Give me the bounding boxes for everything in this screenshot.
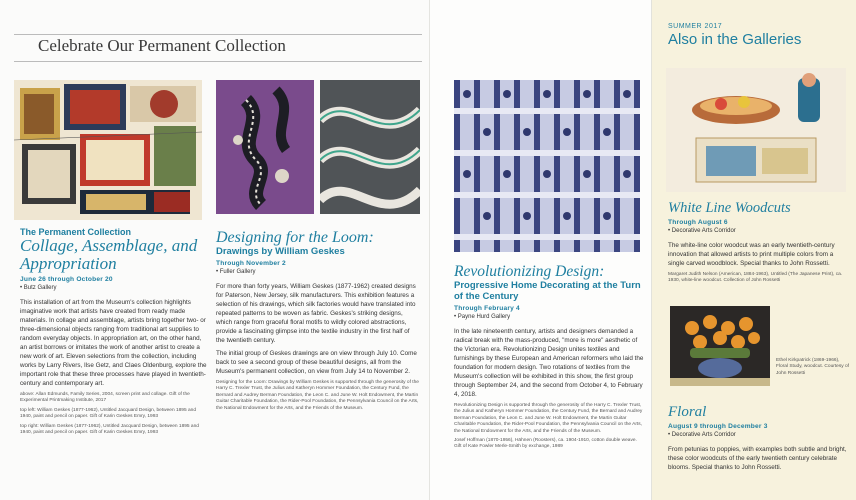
section-title: Revolutionizing Design:	[454, 263, 605, 280]
gallery-location: • Decorative Arts Corridor	[668, 228, 736, 234]
section-body: In the late nineteenth century, artists and designers demanded a radical break with the mass-produced, "more is more" aesthetic of the Victorian era. Revolutionizing Design unites textiles and furnishings by these European and American reformers who laid the foundation for modern design. Two rotations of textiles from the Museum's collection will be exhibited in this show, the first group through September 24, and the second from October 4, to February 4, 2018.	[454, 328, 644, 398]
section-body: From petunias to poppies, with examples both subtle and bright, these color woodcuts of the early twentieth century celebrate blooms. Special thanks to John Rossetti.	[668, 446, 847, 471]
floral-section	[668, 404, 850, 476]
funding-credit	[216, 380, 420, 412]
right-page	[652, 0, 856, 500]
image-caption: Margaret Judith Nelson (American, 1884-1963), Untitled (The Japanese Print), ca. 1930, white-line woodcut. Collection of John Rossetti	[668, 272, 843, 284]
section-body: This installation of art from the Museum's collection highlights imaginative work that artists have created from ready made materials. In collage and assemblage, artists bring together two- or three-dimensional objects ranging from traditional art supplies to random everyday objects. In appropriation art, on the other hand, an artist borrows or imitates the work of another artist to create a new work of art. Eleven selections from the collection, including works by Larry Rivers, Ilse Getz, and Claes Oldenburg, explore the important role that these three processes have played in twentieth-century and contemporary art.	[20, 299, 207, 387]
geskes-design-right-image	[320, 80, 420, 214]
section-subtitle: Progressive Home Decorating at the Turn of the Century	[454, 280, 641, 302]
collage-artwork-image	[14, 80, 202, 220]
caption-top-left: top left: William Geskes (1877-1962), Untitled Jacquard Design, between 1895 and 1940, paint and pencil on paper. Gift of Karin Geskes Emry, 1993	[20, 407, 196, 420]
floral-image-caption: Ethel Kirkpatrick (1869-1966), Floral Study, woodcut. Courtesy of John Rossetti	[776, 358, 849, 376]
gallery-location: • Butz Gallery	[20, 285, 57, 291]
exhibition-dates: Through November 2	[216, 260, 286, 267]
image-caption: Josef Hoffman (1870-1956), Hähnen (Roosters), ca. 1904-1910, cotton double weave. Gift of Kate Fowler Merle-Smith by exchange, 1989	[454, 438, 637, 450]
exhibition-dates: Through August 6	[668, 219, 728, 226]
gallery-location: • Decorative Arts Corridor	[668, 432, 736, 438]
galleries-header	[668, 22, 848, 48]
section-body: For more than forty years, William Geskes (1877-1962) created designs for Paterson, New Jersey, silk manufacturers. This exhibition features a selection of his drawings, which silk factories would have translated into repeated patterns to be woven as fabric. Geskes's striking designs, which range from graceful floral motifs to wildly colored abstractions, provide a fascinating glimpse into the textile industry in the first half of the twentieth century.	[216, 283, 416, 344]
roosters-textile-image	[454, 80, 640, 252]
geskes-design-left-image	[216, 80, 314, 214]
exhibition-dates: June 26 through October 20	[20, 276, 113, 283]
page-title: Celebrate Our Permanent Collection	[32, 36, 292, 56]
exhibition-dates: August 9 through December 3	[668, 423, 768, 430]
caption-above: above: Allan Edmunds, Family Series, 2004, screen print and collage. Gift of the Experimental Printmaking Institute, 2017	[20, 392, 190, 404]
section-title: Floral	[668, 404, 707, 420]
credit-text: Designing for the Loom: Drawings by William Geskes is supported through the generosity of the Harry C. Trexler Trust, the Julius and Katheryn Hommer Foundation, the Century Fund, the Bernard and Audrey Berman Foundation, the Leon C. and June W. Holt Endowment, the Martin Guitar Charitable Foundation, the Rider-Pool Foundation, the Pennsylvania Council on the Arts, the National Endowment for the Arts, and the Friends of the Museum.	[216, 380, 419, 411]
gallery-location: • Payne Hurd Gallery	[454, 314, 511, 320]
credit-text: Revolutionizing Design is supported through the generosity of the Harry C. Trexler Trust, the Julius and Katheryn Hommer Foundation, the Century Fund, the Bernard and Audrey Berman Foundation, the Leon C. and June W. Holt Endowment, the Martin Guitar Charitable Foundation, the Rider-Pool Foundation, the Pennsylvania Council on the Arts, the National Endowment for the Arts, and the Friends of the Museum.	[454, 403, 643, 434]
image-captions	[20, 392, 208, 436]
galleries-title: Also in the Galleries	[668, 31, 802, 48]
section-label: The Permanent Collection	[20, 227, 132, 237]
funding-credit	[454, 403, 644, 451]
japanese-print-woodcut-image	[666, 68, 846, 192]
caption-top-right: top right: William Geskes (1877-1962), Untitled Jacquard Design, between 1895 and 1940, paint and pencil on paper. Gift of Karin Geskes Emry, 1993	[20, 423, 199, 436]
woodcuts-section	[668, 200, 850, 285]
section-subtitle: Drawings by William Geskes	[216, 246, 345, 257]
section-title: Collage, Assemblage, and Appropriation	[20, 236, 198, 273]
section-body: The white-line color woodcut was an early twentieth-century innovation that allowed artists to print multiple colors from a single carved woodblock. Special thanks to John Rossetti.	[668, 242, 835, 267]
section-title: Designing for the Loom:	[216, 229, 374, 246]
section-body-2: The initial group of Geskes drawings are on view through July 10. Come back to see a second group of these beautiful designs, all from the Museum's permanent collection, on view from July 14 to November 2.	[216, 350, 417, 375]
gallery-location: • Fuller Gallery	[216, 269, 256, 275]
exhibition-dates: Through February 4	[454, 305, 520, 312]
collage-section	[20, 228, 208, 439]
section-title: White Line Woodcuts	[668, 200, 791, 216]
middle-page	[430, 0, 652, 500]
revolutionizing-section	[454, 264, 644, 454]
loom-section	[216, 230, 420, 415]
floral-study-woodcut-image	[670, 306, 770, 386]
season-kicker: SUMMER 2017	[668, 23, 723, 30]
